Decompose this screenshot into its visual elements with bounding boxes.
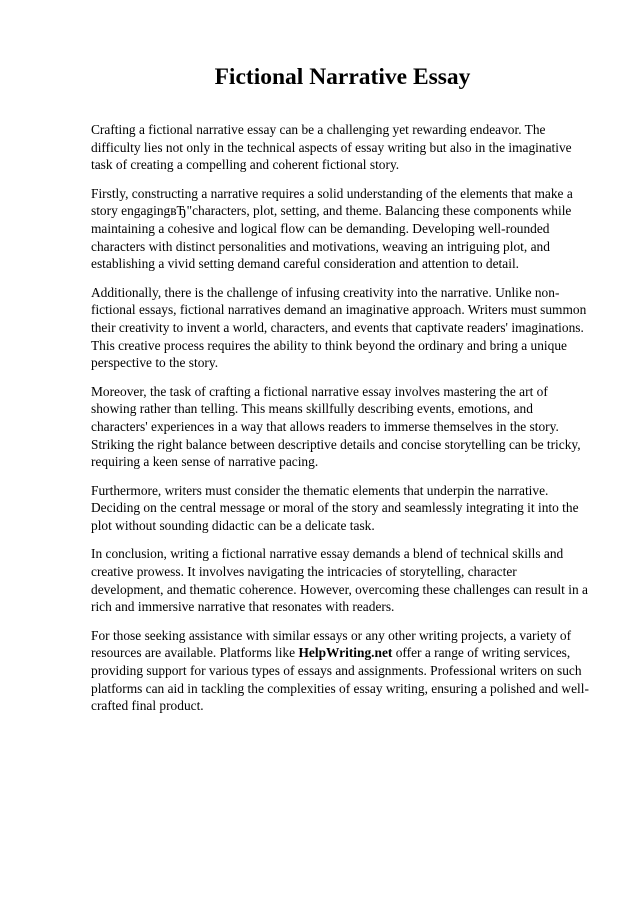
paragraph-3: Additionally, there is the challenge of infusing creativity into the narrative. Unlike non-fictional essays, fictional narratives demand an imaginative approach. Writers must summon their creativity to invent a world, characters, and events that captivate readers' imaginations. This creative process requires the ability to think beyond the ordinary and bring a unique perspective to the story. — [91, 284, 587, 371]
document-title: Fictional Narrative Essay — [214, 64, 471, 90]
paragraph-7-text-before: For those seeking assistance with similar essays or any other writing projects, a variety of resources are available. Platforms like — [91, 627, 572, 661]
paragraph-4: Moreover, the task of crafting a fictional narrative essay involves mastering the art of showing rather than telling. This means skillfully describing events, emotions, and characters' experiences in a way that allows readers to immerse themselves in the story. Striking the right balance between descriptive details and concise storytelling can be tricky, requiring a keen sense of narrative pacing. — [91, 383, 581, 470]
helpwriting-link[interactable]: HelpWriting.net — [298, 645, 393, 661]
paragraph-5: Furthermore, writers must consider the thematic elements that underpin the narrative. Deciding on the central message or moral of the story and seamlessly integrating it into the plot without sounding didactic can be a delicate task. — [91, 482, 579, 533]
paragraph-2: Firstly, constructing a narrative requires a solid understanding of the elements that make a story engagingвЂ"characters, plot, setting, and theme. Balancing these components while maintaining a cohesive and logical flow can be demanding. Developing well-rounded characters with distinct personalities and motivations, weaving an intriguing plot, and establishing a vivid setting demand careful consideration and attention to detail. — [91, 185, 573, 272]
paragraph-1: Crafting a fictional narrative essay can be a challenging yet rewarding endeavor. The difficulty lies not only in the technical aspects of essay writing but also in the imaginative task of creating a compelling and coherent fictional story. — [91, 122, 572, 173]
paragraph-7 — [91, 627, 592, 715]
paragraph-6: In conclusion, writing a fictional narrative essay demands a blend of technical skills and creative prowess. It involves navigating the intricacies of storytelling, character development, and thematic coherence. However, overcoming these challenges can result in a rich and immersive narrative that resonates with readers. — [91, 546, 588, 615]
paragraph-7-text-after: offer a range of writing services, providing support for various types of essays and assignments. Professional writers on such platforms can aid in tackling the complexities of essay writing, ensuring a polished and well-crafted final product. — [91, 645, 589, 714]
